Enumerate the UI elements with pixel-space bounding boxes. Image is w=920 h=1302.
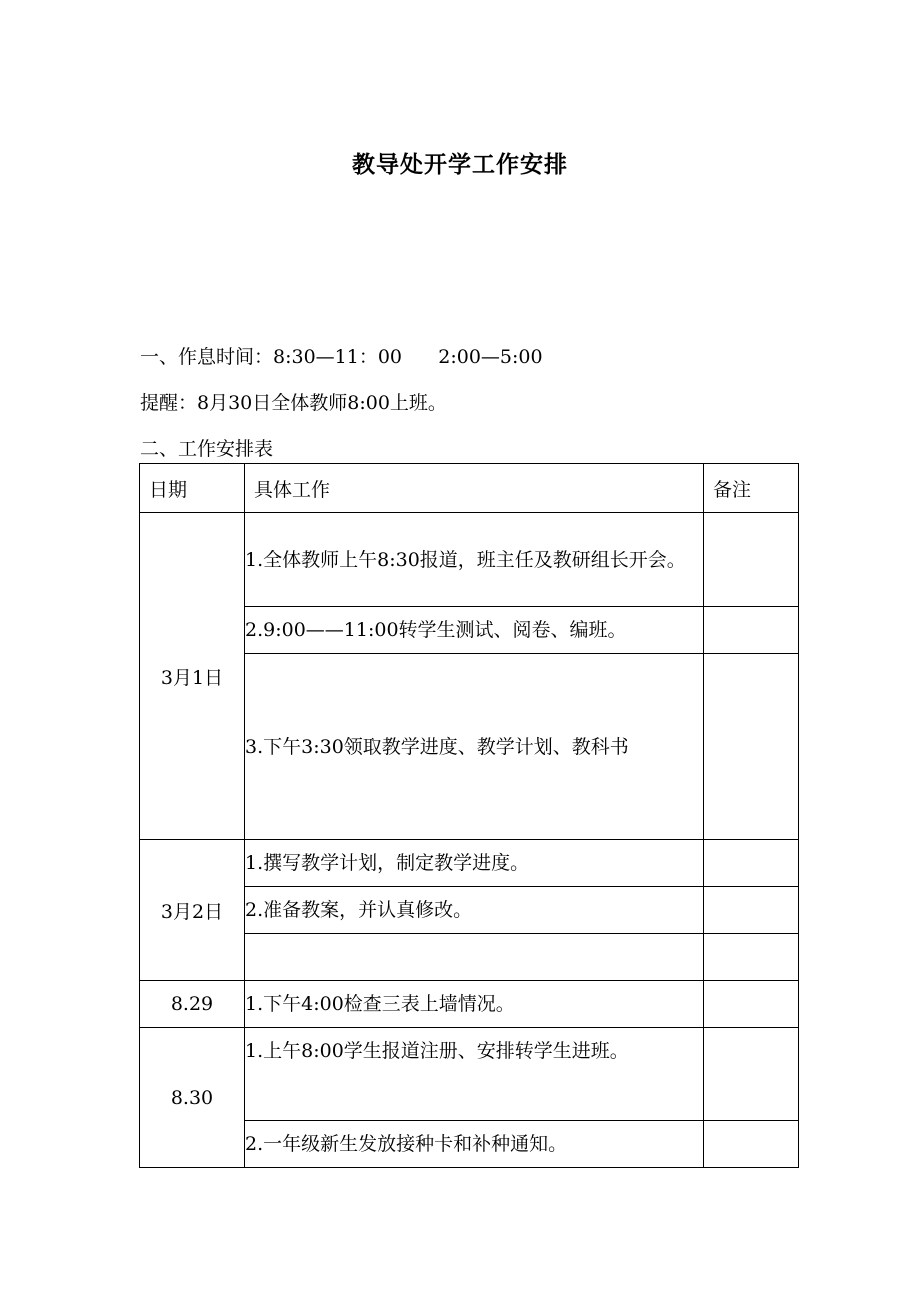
document-title: 教导处开学工作安排	[352, 152, 568, 178]
note-cell	[704, 934, 799, 981]
reminder-text: 提醒：8月30日全体教师8:00上班。	[140, 392, 447, 414]
section-heading: 二、工作安排表	[140, 438, 274, 460]
date-cell: 8.30	[140, 1028, 245, 1168]
note-cell	[704, 887, 799, 934]
table-row	[140, 981, 799, 1028]
task-cell	[245, 934, 704, 981]
note-cell	[704, 1028, 799, 1121]
work-schedule-table	[139, 463, 799, 1168]
note-cell	[704, 607, 799, 654]
table-row	[140, 840, 799, 887]
task-cell: 3.下午3:30领取教学进度、教学计划、教科书	[245, 654, 704, 840]
table-header-row	[140, 464, 799, 513]
date-cell: 8.29	[140, 981, 245, 1028]
note-cell	[704, 840, 799, 887]
task-cell: 2.准备教案，并认真修改。	[245, 887, 704, 934]
task-cell: 1.上午8:00学生报道注册、安排转学生进班。	[245, 1028, 704, 1121]
task-cell: 2.一年级新生发放接种卡和补种通知。	[245, 1121, 704, 1168]
table-row	[140, 513, 799, 607]
note-cell	[704, 1121, 799, 1168]
note-cell	[704, 513, 799, 607]
header-date: 日期	[140, 464, 245, 513]
date-cell: 3月1日	[140, 513, 245, 840]
header-work: 具体工作	[245, 464, 704, 513]
header-note: 备注	[704, 464, 799, 513]
task-cell: 2.9:00——11:00转学生测试、阅卷、编班。	[245, 607, 704, 654]
task-cell: 1.全体教师上午8:30报道，班主任及教研组长开会。	[245, 513, 704, 607]
note-cell	[704, 654, 799, 840]
task-cell: 1.撰写教学计划，制定教学进度。	[245, 840, 704, 887]
note-cell	[704, 981, 799, 1028]
task-cell: 1.下午4:00检查三表上墙情况。	[245, 981, 704, 1028]
table-row	[140, 1028, 799, 1121]
date-cell: 3月2日	[140, 840, 245, 981]
schedule-hours: 一、作息时间：8:30—11：00 2:00—5:00	[140, 346, 543, 368]
